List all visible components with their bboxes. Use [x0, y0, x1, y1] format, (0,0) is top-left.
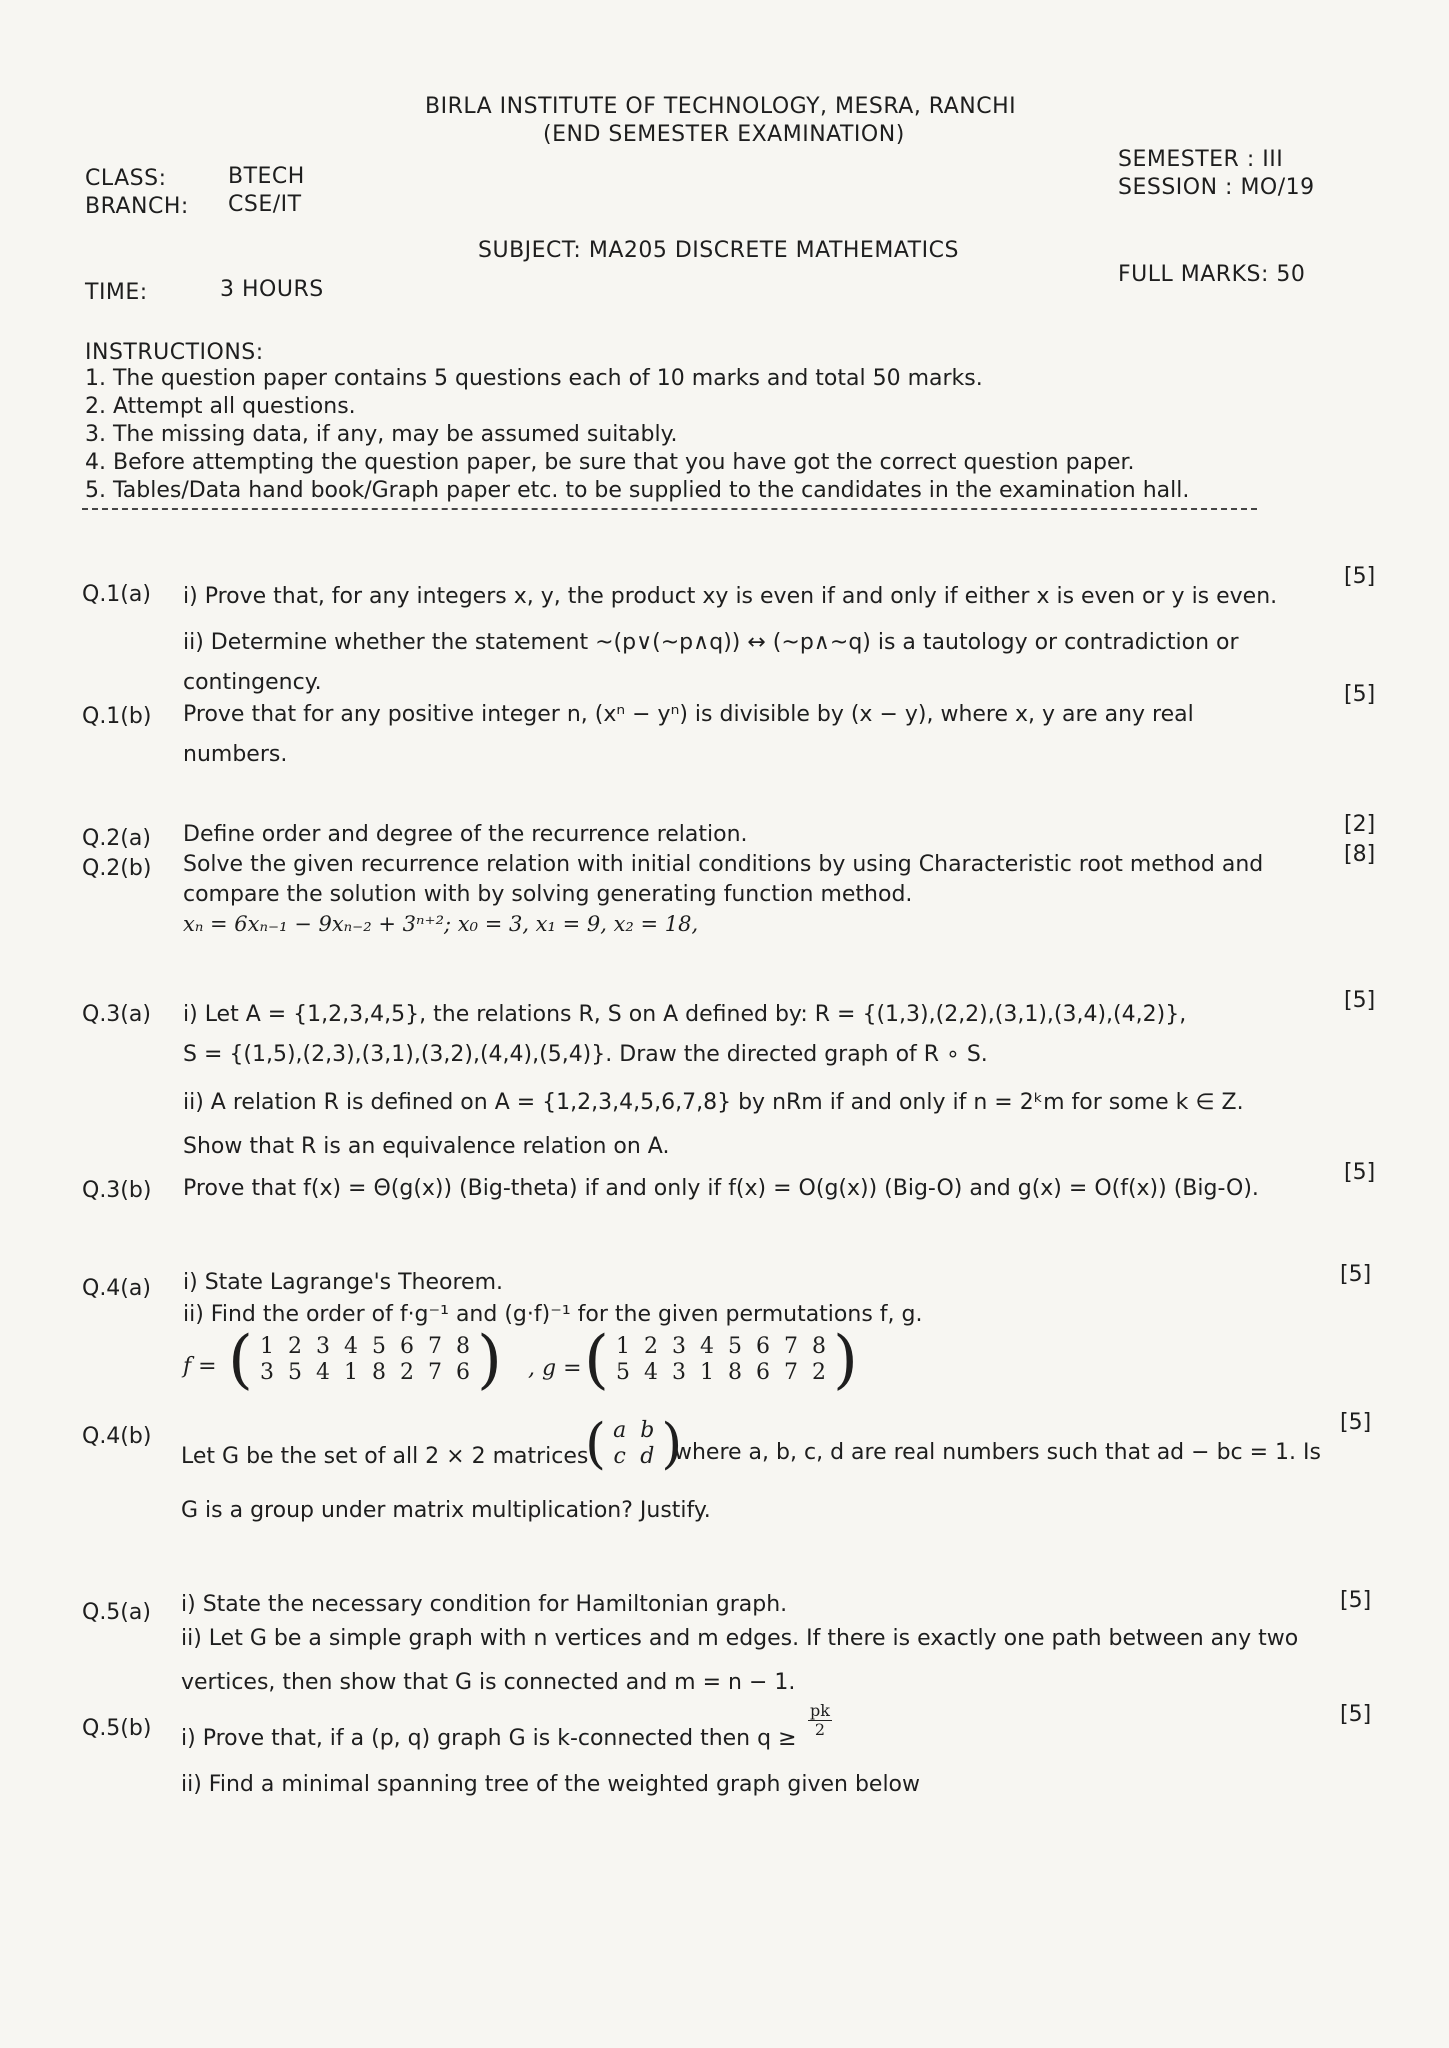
- question-marks: [2]: [1344, 812, 1376, 837]
- time-label: TIME:: [85, 280, 148, 305]
- perm-cell: 8: [455, 1334, 470, 1359]
- fraction-numerator: pk: [810, 1701, 830, 1720]
- question-number: Q.3(a): [82, 1002, 151, 1027]
- question-text: ii) A relation R is defined on A = {1,2,3,4,5,6,7,8} by nRm if and only if n = 2ᵏm for some k ∈ Z.: [183, 1090, 1244, 1115]
- question-marks: [8]: [1344, 842, 1376, 867]
- question-text: Prove that for any positive integer n, (xⁿ − yⁿ) is divisible by (x − y), where x, y are any real: [183, 702, 1194, 727]
- question-number: Q.4(b): [82, 1424, 152, 1449]
- recurrence-equation: xₙ = 6xₙ₋₁ − 9xₙ₋₂ + 3ⁿ⁺²; x₀ = 3, x₁ = 9, x₂ = 18,: [183, 912, 699, 936]
- question-text: ii) Find the order of f·g⁻¹ and (g·f)⁻¹ for the given permutations f, g.: [183, 1302, 923, 1327]
- perm-cell: 1: [343, 1360, 358, 1385]
- question-text: numbers.: [183, 742, 288, 767]
- question-text: Show that R is an equivalence relation on A.: [183, 1134, 670, 1159]
- perm-g: [584, 1323, 858, 1397]
- perm-cell: 4: [699, 1334, 714, 1359]
- perm-cell: 2: [287, 1334, 302, 1359]
- perm-g-top-row: [609, 1334, 833, 1360]
- full-marks: FULL MARKS: 50: [1118, 262, 1306, 287]
- fraction-denominator: 2: [814, 1720, 826, 1739]
- right-paren: ): [661, 1412, 683, 1475]
- question-text: i) Prove that, for any integers x, y, the product xy is even if and only if either x is even or y is even.: [183, 584, 1278, 609]
- question-text: contingency.: [183, 670, 322, 695]
- institute-name: BIRLA INSTITUTE OF TECHNOLOGY, MESRA, RANCHI: [425, 94, 1017, 119]
- question-number: Q.4(a): [82, 1276, 151, 1301]
- question-marks: [5]: [1344, 682, 1376, 707]
- instruction-item: 4. Before attempting the question paper, be sure that you have got the correct question paper.: [85, 450, 1135, 475]
- exam-type: (END SEMESTER EXAMINATION): [543, 122, 905, 147]
- question-number: Q.2(a): [82, 826, 151, 851]
- question-text: ii) Determine whether the statement ~(p∨(~p∧q)) ↔ (~p∧~q) is a tautology or contradiction or: [183, 630, 1239, 655]
- left-paren: (: [584, 1323, 609, 1397]
- question-text: ii) Find a minimal spanning tree of the weighted graph given below: [181, 1772, 921, 1797]
- perm-cell: 7: [427, 1334, 442, 1359]
- perm-cell: 8: [811, 1334, 826, 1359]
- perm-cell: 6: [755, 1334, 770, 1359]
- question-marks: [5]: [1344, 564, 1376, 589]
- question-text: i) Prove that, if a (p, q) graph G is k-connected then q ≥: [181, 1726, 797, 1751]
- perm-g-bottom-row: [609, 1360, 833, 1386]
- perm-cell: 5: [615, 1360, 630, 1385]
- question-number: Q.5(b): [82, 1716, 152, 1741]
- class-value: BTECH: [228, 164, 305, 189]
- question-text: Let G be the set of all 2 × 2 matrices: [181, 1444, 589, 1469]
- branch-label: BRANCH:: [85, 194, 189, 219]
- perm-cell: 3: [671, 1334, 686, 1359]
- question-text: Solve the given recurrence relation with initial conditions by using Characteristic root method and: [183, 852, 1264, 877]
- perm-f-top-row: [253, 1334, 477, 1360]
- perm-f: [228, 1323, 502, 1397]
- instructions-title: INSTRUCTIONS:: [85, 340, 264, 365]
- question-text: i) Let A = {1,2,3,4,5}, the relations R, S on A defined by: R = {(1,3),(2,2),(3,1),(3,4),(4,2)},: [183, 1002, 1187, 1027]
- perm-cell: 2: [811, 1360, 826, 1385]
- question-text: i) State the necessary condition for Hamiltonian graph.: [181, 1592, 788, 1617]
- class-label: CLASS:: [85, 166, 167, 191]
- matrix-row: [606, 1418, 661, 1444]
- question-text: Prove that f(x) = Θ(g(x)) (Big-theta) if and only if f(x) = O(g(x)) (Big-O) and g(x) = O(f(x)) (Big-O).: [183, 1176, 1259, 1201]
- perm-cell: 6: [755, 1360, 770, 1385]
- perm-f-label: f =: [183, 1354, 217, 1379]
- question-text: vertices, then show that G is connected and m = n − 1.: [181, 1670, 796, 1695]
- matrix-row: [606, 1444, 661, 1470]
- question-text: Define order and degree of the recurrence relation.: [183, 822, 748, 847]
- perm-cell: 5: [371, 1334, 386, 1359]
- instruction-item: 1. The question paper contains 5 questions each of 10 marks and total 50 marks.: [85, 366, 983, 391]
- perm-cell: 4: [343, 1334, 358, 1359]
- perm-cell: 4: [315, 1360, 330, 1385]
- left-paren: (: [585, 1412, 607, 1475]
- fraction-pk-over-2: [808, 1702, 832, 1739]
- right-paren: ): [832, 1323, 858, 1397]
- question-text: ii) Let G be a simple graph with n vertices and m edges. If there is exactly one path between any two: [181, 1626, 1299, 1651]
- perm-cell: 3: [315, 1334, 330, 1359]
- matrix-abcd: [585, 1414, 682, 1474]
- perm-cell: 3: [671, 1360, 686, 1385]
- perm-f-bottom-row: [253, 1360, 477, 1386]
- subject: SUBJECT: MA205 DISCRETE MATHEMATICS: [478, 238, 959, 263]
- perm-cell: 7: [783, 1334, 798, 1359]
- session: SESSION : MO/19: [1118, 175, 1315, 200]
- question-text: S = {(1,5),(2,3),(3,1),(3,2),(4,4),(5,4)}. Draw the directed graph of R ∘ S.: [183, 1042, 988, 1067]
- question-marks: [5]: [1340, 1588, 1372, 1613]
- matrix-cell: c: [613, 1444, 626, 1469]
- question-marks: [5]: [1340, 1410, 1372, 1435]
- question-number: Q.3(b): [82, 1178, 152, 1203]
- instruction-item: 3. The missing data, if any, may be assumed suitably.: [85, 422, 678, 447]
- question-number: Q.5(a): [82, 1600, 151, 1625]
- question-marks: [5]: [1340, 1702, 1372, 1727]
- question-text: G is a group under matrix multiplication? Justify.: [181, 1498, 711, 1523]
- question-number: Q.2(b): [82, 856, 152, 881]
- perm-cell: 7: [783, 1360, 798, 1385]
- time-value: 3 HOURS: [220, 277, 324, 302]
- question-text: i) State Lagrange's Theorem.: [183, 1270, 503, 1295]
- perm-cell: 1: [259, 1334, 274, 1359]
- instruction-item: 2. Attempt all questions.: [85, 394, 356, 419]
- divider: [82, 508, 1257, 510]
- question-marks: [5]: [1344, 1160, 1376, 1185]
- perm-cell: 8: [727, 1360, 742, 1385]
- matrix-cell: b: [640, 1418, 655, 1443]
- matrix-cell: d: [640, 1444, 655, 1469]
- perm-g-label: , g =: [528, 1356, 582, 1381]
- left-paren: (: [228, 1323, 253, 1397]
- perm-cell: 2: [399, 1360, 414, 1385]
- instruction-item: 5. Tables/Data hand book/Graph paper etc. to be supplied to the candidates in the examination hall.: [85, 478, 1190, 503]
- perm-cell: 5: [727, 1334, 742, 1359]
- semester: SEMESTER : III: [1118, 147, 1284, 172]
- question-text: compare the solution with by solving generating function method.: [183, 882, 913, 907]
- perm-cell: 6: [399, 1334, 414, 1359]
- perm-cell: 2: [643, 1334, 658, 1359]
- question-marks: [5]: [1344, 988, 1376, 1013]
- perm-cell: 5: [287, 1360, 302, 1385]
- perm-cell: 6: [455, 1360, 470, 1385]
- perm-cell: 4: [643, 1360, 658, 1385]
- question-marks: [5]: [1340, 1262, 1372, 1287]
- branch-value: CSE/IT: [228, 192, 302, 217]
- question-number: Q.1(b): [82, 704, 152, 729]
- right-paren: ): [476, 1323, 502, 1397]
- question-text: where a, b, c, d are real numbers such that ad − bc = 1. Is: [674, 1440, 1321, 1465]
- matrix-cell: a: [613, 1418, 627, 1443]
- perm-cell: 1: [699, 1360, 714, 1385]
- perm-cell: 1: [615, 1334, 630, 1359]
- perm-cell: 8: [371, 1360, 386, 1385]
- question-number: Q.1(a): [82, 582, 151, 607]
- perm-cell: 7: [427, 1360, 442, 1385]
- perm-cell: 3: [259, 1360, 274, 1385]
